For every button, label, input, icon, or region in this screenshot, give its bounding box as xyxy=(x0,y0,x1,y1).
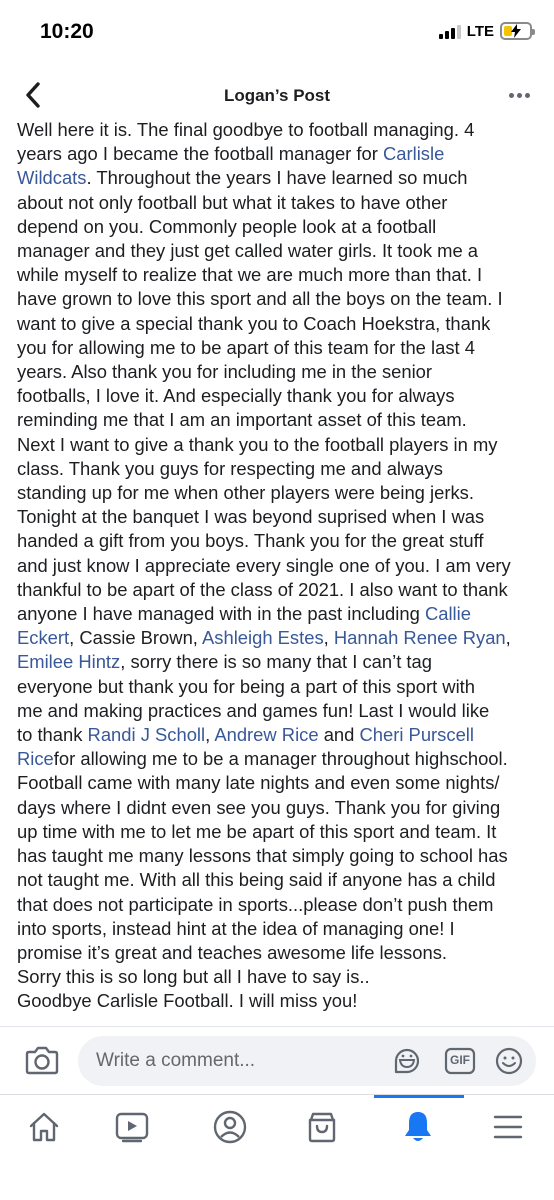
post-line xyxy=(17,868,541,892)
bell-icon xyxy=(401,1109,435,1145)
post-text-segment: about not only football but what it takes to have other xyxy=(17,191,448,213)
bottom-tab-bar xyxy=(0,1094,554,1200)
tab-home[interactable] xyxy=(22,1107,66,1147)
post-line xyxy=(17,965,541,989)
gif-button[interactable] xyxy=(444,1047,476,1075)
tagged-link[interactable]: Callie xyxy=(424,603,471,625)
active-tab-indicator xyxy=(374,1095,464,1098)
post-text-segment: , sorry there is so many that I can’t tag xyxy=(120,651,432,673)
tab-marketplace[interactable] xyxy=(300,1107,344,1147)
post-line xyxy=(17,312,541,336)
post-line xyxy=(17,360,541,384)
post-text-segment: , xyxy=(323,627,334,649)
post-line xyxy=(17,263,541,287)
post-line xyxy=(17,844,541,868)
status-icons xyxy=(439,22,532,40)
comment-input[interactable] xyxy=(78,1036,536,1086)
post-line xyxy=(17,118,541,142)
post-line xyxy=(17,554,541,578)
tagged-link[interactable]: Hannah Renee Ryan xyxy=(333,627,506,649)
post-line xyxy=(17,771,541,795)
post-text-segment: into sports, instead hint at the idea of managing one! I xyxy=(17,917,455,939)
tagged-link[interactable]: Rice xyxy=(17,748,54,770)
post-line xyxy=(17,747,541,771)
video-icon xyxy=(114,1111,150,1143)
post-text-segment: up time with me to let me be apart of this sport and team. It xyxy=(17,820,497,842)
comment-placeholder: Write a comment... xyxy=(96,1050,256,1071)
post-line xyxy=(17,796,541,820)
post-text-segment: me and making practices and games fun! Last I would like xyxy=(17,699,490,721)
post-line xyxy=(17,675,541,699)
post-header xyxy=(0,66,554,124)
post-line xyxy=(17,941,541,965)
post-text-segment: . Throughout the years I have learned so much xyxy=(86,167,468,189)
menu-icon xyxy=(492,1113,524,1141)
tagged-link[interactable]: Emilee Hintz xyxy=(17,651,121,673)
post-line xyxy=(17,384,541,408)
post-line xyxy=(17,529,541,553)
post-line xyxy=(17,578,541,602)
post-line xyxy=(17,893,541,917)
emoji-icon xyxy=(494,1046,524,1076)
tab-notifications[interactable] xyxy=(396,1107,440,1147)
charging-bolt-icon xyxy=(510,24,522,38)
tagged-link[interactable]: Wildcats xyxy=(17,167,87,189)
post-text-segment: everyone but thank you for being a part of this sport with xyxy=(17,675,475,697)
post-line xyxy=(17,215,541,239)
post-text-segment: footballs, I love it. And especially thank you for always xyxy=(17,385,455,407)
post-text-segment: reminding me that I am an important asset of this team. xyxy=(17,409,467,431)
post-line xyxy=(17,602,541,626)
post-text-segment: thankful to be apart of the class of 2021. I also want to thank xyxy=(17,578,508,600)
post-line xyxy=(17,142,541,166)
post-text-segment: you for allowing me to be apart of this team for the last 4 xyxy=(17,336,475,358)
tagged-link[interactable]: Eckert xyxy=(17,627,70,649)
camera-icon xyxy=(24,1043,60,1077)
post-line xyxy=(17,699,541,723)
tagged-link[interactable]: Ashleigh Estes xyxy=(202,627,324,649)
post-line xyxy=(17,505,541,529)
post-text-segment: has taught me many lessons that simply going to school has xyxy=(17,845,508,867)
post-line xyxy=(17,481,541,505)
sticker-button[interactable] xyxy=(392,1046,422,1076)
post-text-segment: Football came with many late nights and even some nights/ xyxy=(17,772,500,794)
page-title: Logan’s Post xyxy=(223,86,331,105)
post-text xyxy=(17,118,541,1026)
profile-icon xyxy=(212,1109,248,1145)
post-line xyxy=(17,989,541,1013)
comment-bar xyxy=(0,1026,554,1094)
post-text-segment: that does not participate in sports...please don’t push them xyxy=(17,893,494,915)
post-text-segment: want to give a special thank you to Coach Hoekstra, thank xyxy=(17,312,491,334)
post-text-segment: handed a gift from you boys. Thank you for the great stuff xyxy=(17,530,484,552)
status-time: 10:20 xyxy=(40,20,94,43)
post-line xyxy=(17,433,541,457)
network-label: LTE xyxy=(466,22,494,40)
post-line xyxy=(17,408,541,432)
post-text-segment: to thank xyxy=(17,724,88,746)
post-text-segment: , xyxy=(505,627,511,649)
post-text-segment: Tonight at the banquet I was beyond suprised when I was xyxy=(17,506,485,528)
post-text-segment: for allowing me to be a manager throughout highschool. xyxy=(53,748,508,770)
tagged-link[interactable]: Randi J Scholl xyxy=(87,724,206,746)
signal-icon xyxy=(439,23,461,39)
tagged-link[interactable]: Carlisle xyxy=(382,143,445,165)
post-text-segment: and xyxy=(318,724,360,746)
post-text-segment: depend on you. Commonly people look at a football xyxy=(17,215,437,237)
post-text-segment: Well here it is. The final goodbye to football managing. 4 xyxy=(17,119,475,140)
tab-profile[interactable] xyxy=(208,1107,252,1147)
battery-icon xyxy=(500,22,532,40)
post-line xyxy=(17,723,541,747)
emoji-button[interactable] xyxy=(494,1046,524,1076)
home-icon xyxy=(27,1110,61,1144)
post-line xyxy=(17,166,541,190)
post-text-segment: have grown to love this sport and all the boys on the team. I xyxy=(17,288,503,310)
tab-menu[interactable] xyxy=(486,1107,530,1147)
marketplace-icon xyxy=(305,1110,339,1144)
post-text-segment: manager and they just get called water girls. It took me a xyxy=(17,240,479,262)
post-text-segment: Sorry this is so long but all I have to say is.. xyxy=(17,966,370,988)
post-text-segment: not taught me. With all this being said if anyone has a child xyxy=(17,869,496,891)
post-text-segment: years. Also thank you for including me in the senior xyxy=(17,361,433,383)
post-line xyxy=(17,287,541,311)
gif-label: GIF xyxy=(450,1053,470,1067)
post-line xyxy=(17,626,541,650)
post-line xyxy=(17,239,541,263)
post-text-segment: and just know I appreciate every single one of you. I am very xyxy=(17,554,511,576)
tagged-link[interactable]: Andrew Rice xyxy=(214,724,319,746)
post-text-segment: promise it’s great and teaches awesome life lessons. xyxy=(17,941,448,963)
more-options-button[interactable] xyxy=(502,80,536,110)
post-text-segment: years ago I became the football manager for xyxy=(17,143,383,165)
post-line xyxy=(17,820,541,844)
post-text-segment: Next I want to give a thank you to the football players in my xyxy=(17,433,498,455)
more-horizontal-icon xyxy=(509,93,514,98)
post-text-segment: , xyxy=(205,724,215,746)
post-text-segment: Goodbye Carlisle Football. I will miss you! xyxy=(17,990,358,1012)
post-text-segment: while myself to realize that we are much more than that. I xyxy=(17,264,483,286)
post-line xyxy=(17,917,541,941)
post-line xyxy=(17,650,541,674)
post-text-segment: , Cassie Brown, xyxy=(69,627,202,649)
post-text-segment: standing up for me when other players were being jerks. xyxy=(17,482,474,504)
sticker-icon xyxy=(392,1046,422,1076)
post-line xyxy=(17,191,541,215)
tagged-link[interactable]: Cheri Purscell xyxy=(359,724,474,746)
post-text-segment: class. Thank you guys for respecting me and always xyxy=(17,457,443,479)
post-text-segment: anyone I have managed with in the past including xyxy=(17,603,425,625)
post-line xyxy=(17,457,541,481)
status-bar xyxy=(0,0,554,66)
post-line xyxy=(17,336,541,360)
tab-video[interactable] xyxy=(110,1107,154,1147)
post-text-segment: days where I didnt even see you guys. Thank you for giving xyxy=(17,796,501,818)
camera-button[interactable] xyxy=(24,1043,60,1077)
